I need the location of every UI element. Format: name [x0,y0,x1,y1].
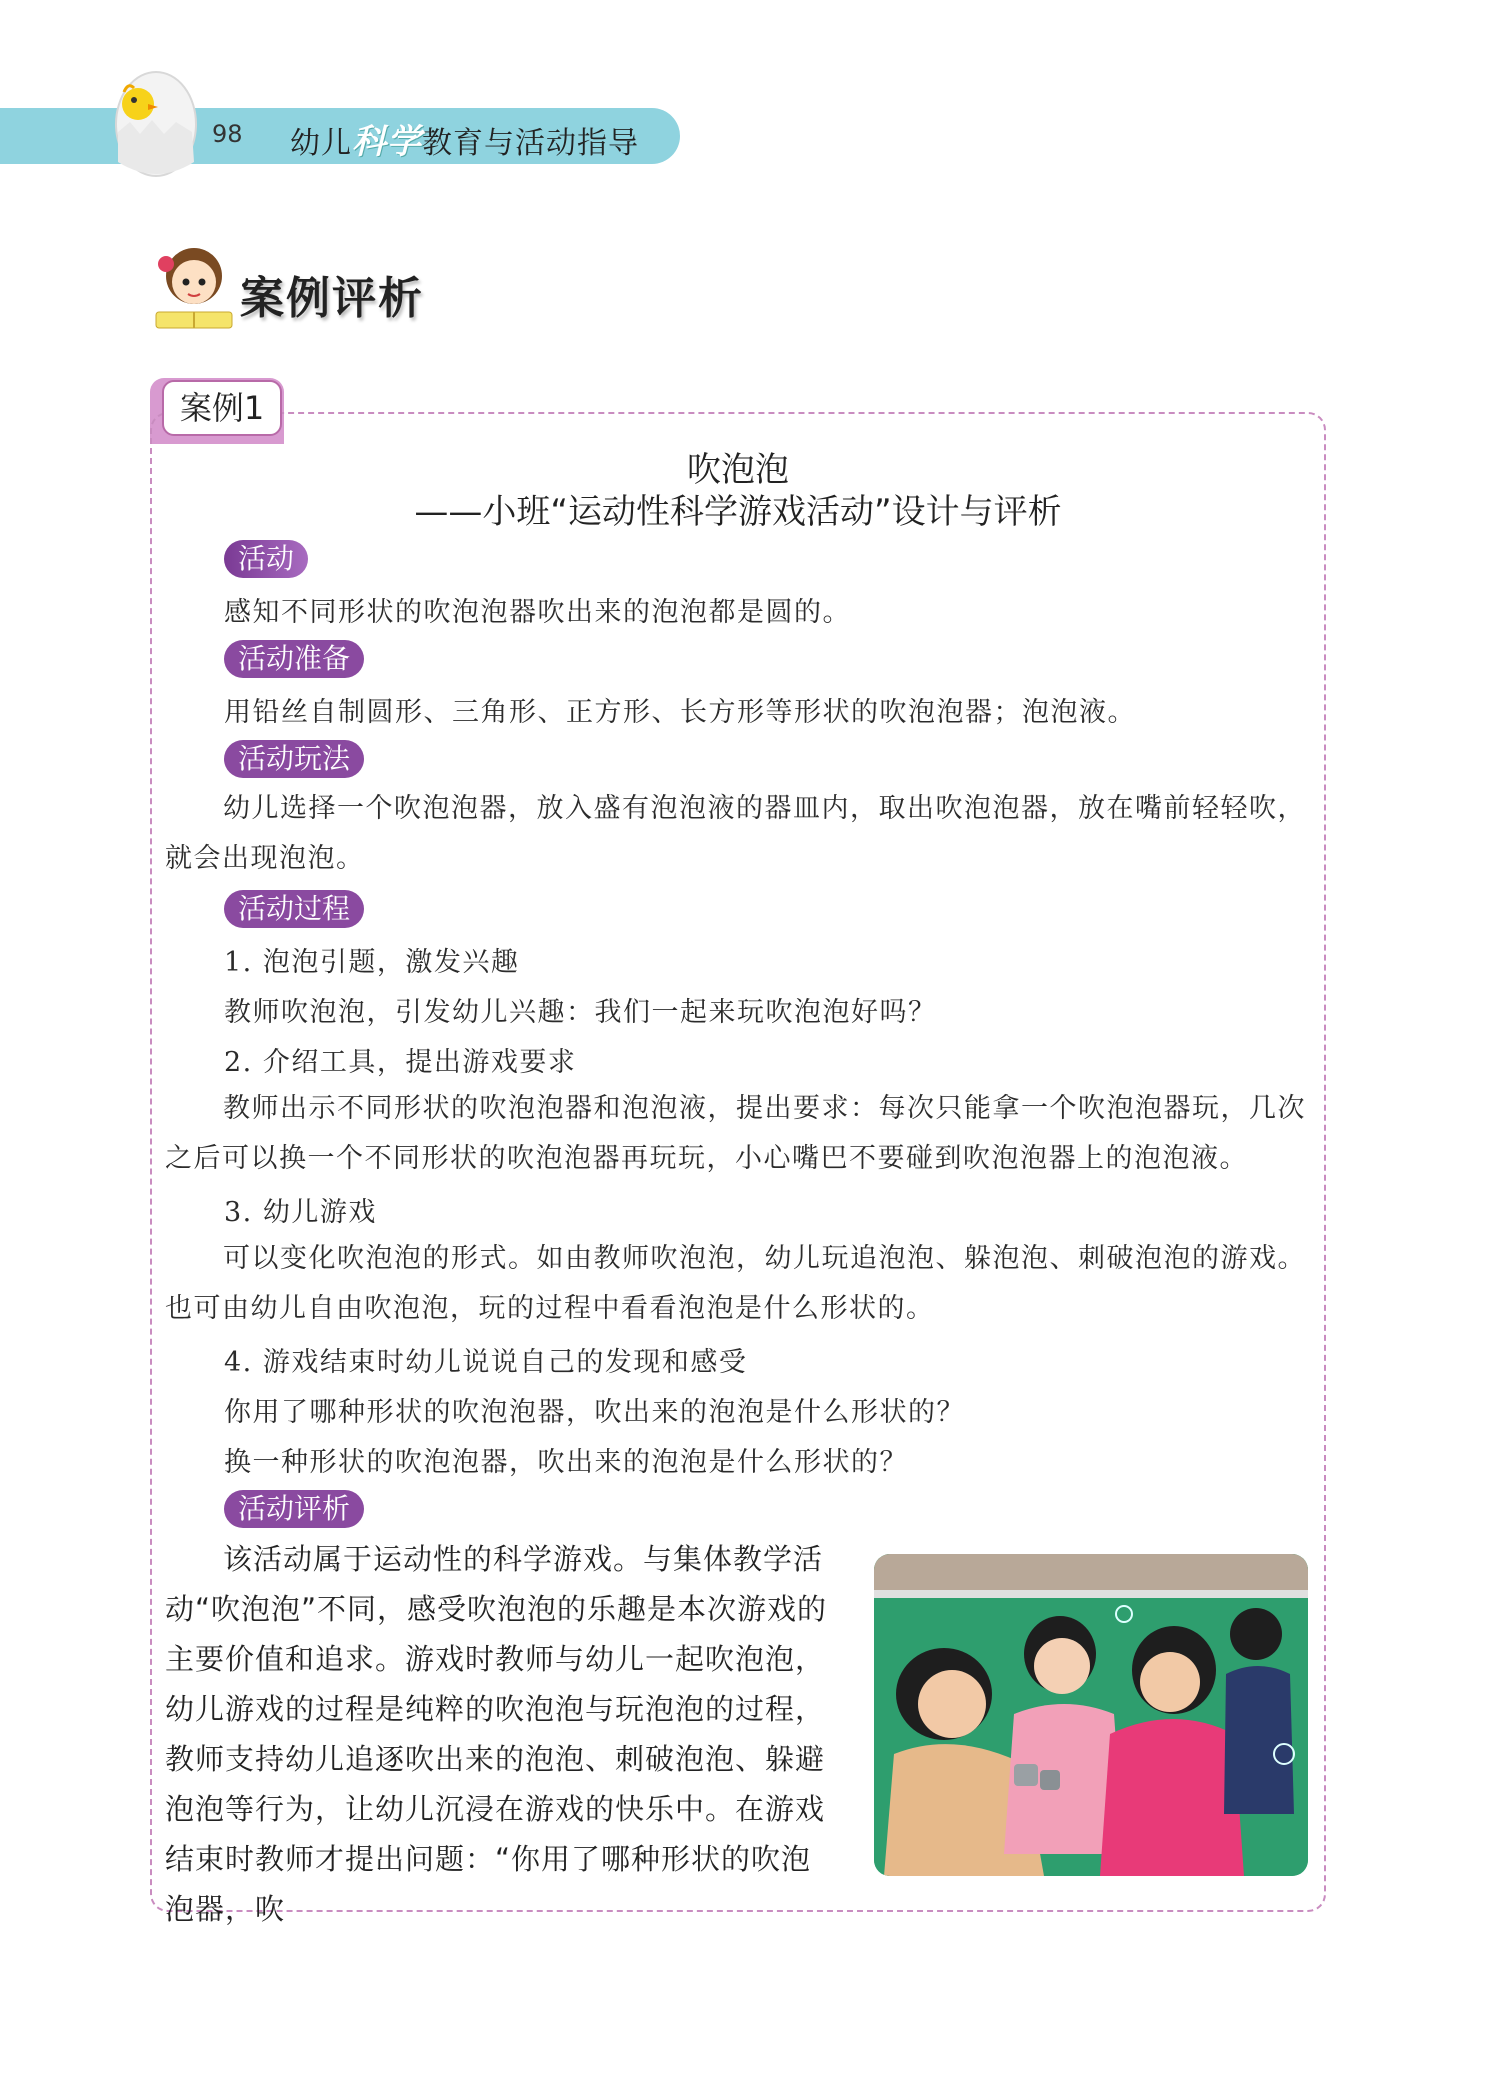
case-title: 吹泡泡 [687,450,789,490]
book-title [290,114,639,163]
goal-text: 感知不同形状的吹泡泡器吹出来的泡泡都是圆的。 [224,597,851,628]
step1-heading: 1. 泡泡引题，激发兴趣 [224,947,520,978]
play-paragraph [165,784,1315,884]
case-subtitle: ——小班“运动性科学游戏活动”设计与评析 [414,492,1062,532]
prep-text: 用铅丝自制圆形、三角形、正方形、长方形等形状的吹泡泡器；泡泡液。 [224,697,1136,728]
eval-text: 该活动属于运动性的科学游戏。与集体教学活动“吹泡泡”不同，感受吹泡泡的乐趣是本次游戏的主要价值和追求。游戏时教师与幼儿一起吹泡泡，幼儿游戏的过程是纯粹的吹泡泡与玩泡泡的过程，教师支持幼儿追逐吹出来的泡泡、刺破泡泡、躲避泡泡等行为，让幼儿沉浸在游戏的快乐中。在游戏结束时教师才提出问题：“你用了哪种形状的吹泡泡器，吹 [165,1542,828,1926]
step4-question1: 你用了哪种形状的吹泡泡器，吹出来的泡泡是什么形状的？ [224,1397,965,1428]
children-bubbles-photo [874,1554,1308,1876]
page-number: 98 [212,120,243,148]
step3-text: 可以变化吹泡泡的形式。如由教师吹泡泡，幼儿玩追泡泡、躲泡泡、刺破泡泡的游戏。也可由幼儿自由吹泡泡，玩的过程中看看泡泡是什么形状的。 [165,1243,1306,1324]
section-title: 案例评析 [240,273,424,324]
label-prep: 活动准备 [224,640,364,678]
reading-girl-icon [150,240,238,332]
step4-heading: 4. 游戏结束时幼儿说说自己的发现和感受 [224,1347,748,1378]
eval-paragraph [165,1534,841,1934]
step3-paragraph [165,1234,1315,1334]
book-title-suffix: 教育与活动指导 [422,126,639,161]
egg-chick-icon [104,62,204,180]
case-tab: 案例1 [162,380,282,436]
book-title-prefix: 幼儿 [290,126,352,161]
step2-heading: 2. 介绍工具，提出游戏要求 [224,1047,577,1078]
step2-paragraph [165,1084,1315,1184]
step1-text: 教师吹泡泡，引发幼儿兴趣：我们一起来玩吹泡泡好吗？ [224,997,937,1028]
label-eval: 活动评析 [224,1490,364,1528]
label-goal: 活动 [224,540,308,578]
book-title-emphasis: 科学 [352,122,422,162]
step3-heading: 3. 幼儿游戏 [224,1197,377,1228]
step2-text: 教师出示不同形状的吹泡泡器和泡泡液，提出要求：每次只能拿一个吹泡泡器玩，几次之后可以换一个不同形状的吹泡泡器再玩玩，小心嘴巴不要碰到吹泡泡器上的泡泡液。 [165,1093,1306,1174]
play-text: 幼儿选择一个吹泡泡器，放入盛有泡泡液的器皿内，取出吹泡泡器，放在嘴前轻轻吹，就会出现泡泡。 [165,793,1306,874]
label-play: 活动玩法 [224,740,364,778]
label-process: 活动过程 [224,890,364,928]
step4-question2: 换一种形状的吹泡泡器，吹出来的泡泡是什么形状的？ [224,1447,908,1478]
